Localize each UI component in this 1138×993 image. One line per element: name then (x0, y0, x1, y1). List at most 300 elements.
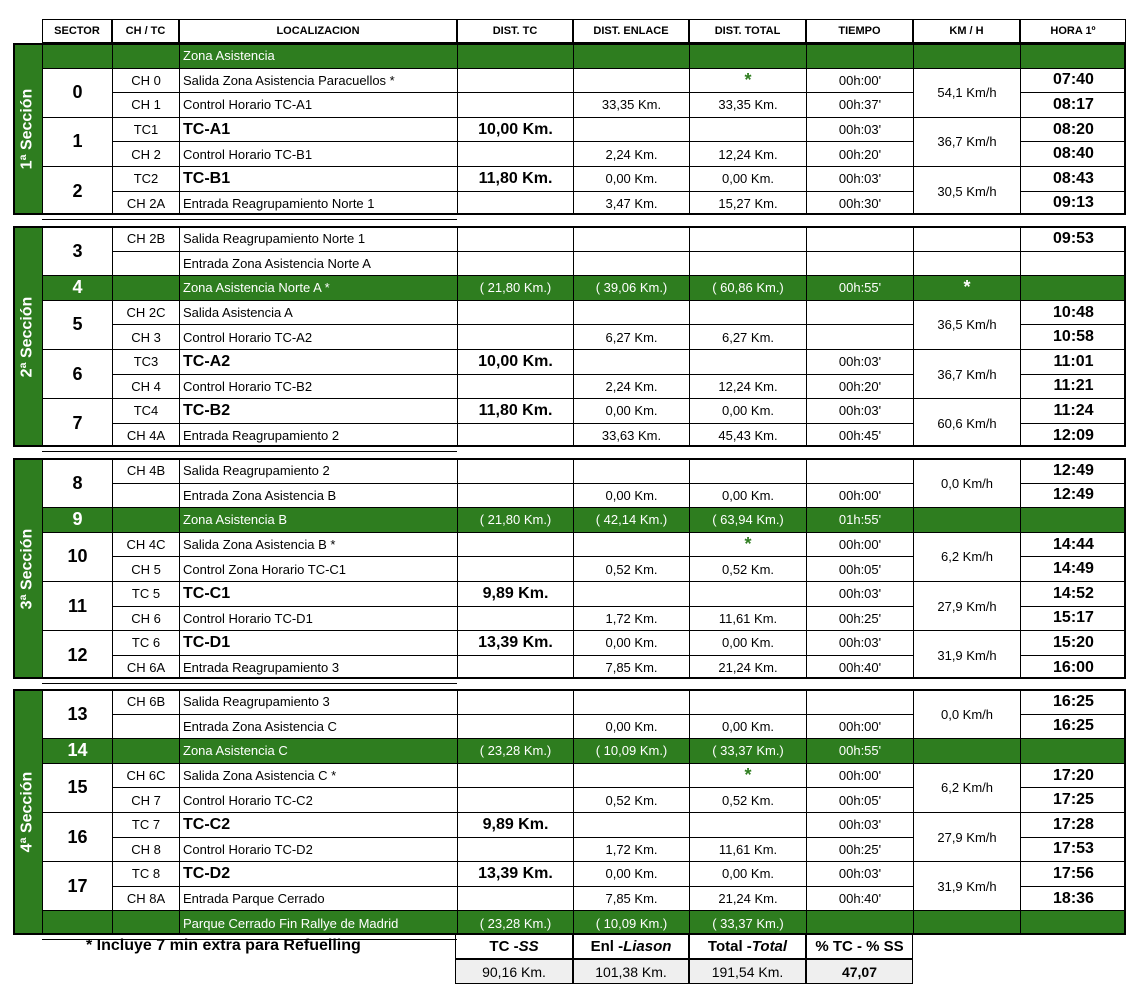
cell-kmh: 54,1 Km/h (913, 68, 1020, 117)
section-label-text: 1ª Sección (18, 88, 36, 170)
sector-number: 13 (42, 689, 112, 738)
cell-dist-tc (457, 483, 573, 508)
footer-pct-value: 47,07 (806, 959, 913, 984)
footer-tc-label-italic: SS (518, 938, 539, 955)
location-name: Control Horario TC-A2 (179, 324, 457, 349)
control-code (112, 483, 179, 508)
cell-tiempo (806, 324, 913, 349)
cell-total: ( 33,37 Km.) (689, 910, 806, 935)
section-label-3 (13, 458, 42, 679)
control-code (112, 43, 179, 68)
cell-dist-tc (457, 458, 573, 483)
location-name: TC-C1 (179, 581, 457, 606)
cell-dist-tc (457, 68, 573, 93)
cell-total: 11,61 Km. (689, 606, 806, 631)
control-code (112, 910, 179, 935)
location-name: Zona Asistencia Norte A * (179, 275, 457, 300)
sector-number: 6 (42, 349, 112, 398)
time-of-day: 09:53 (1020, 226, 1126, 251)
cell-enlace: ( 10,09 Km.) (573, 738, 689, 763)
cell-dist-tc: ( 23,28 Km.) (457, 910, 573, 935)
cell-total: 0,00 Km. (689, 483, 806, 508)
cell-dist-tc: 13,39 Km. (457, 861, 573, 886)
footnote-refuelling: * Incluye 7 min extra para Refuelling (86, 937, 361, 954)
time-of-day: 17:28 (1020, 812, 1126, 837)
cell-tiempo: 00h:45' (806, 423, 913, 448)
cell-tiempo: 00h:40' (806, 886, 913, 911)
control-code: CH 2B (112, 226, 179, 251)
time-of-day (1020, 507, 1126, 532)
footer-total-label-text: Total - (707, 938, 752, 955)
cell-dist-tc (457, 689, 573, 714)
control-code: CH 6B (112, 689, 179, 714)
cell-enlace: 0,00 Km. (573, 166, 689, 191)
cell-enlace (573, 300, 689, 325)
footer-enl-label (573, 934, 689, 959)
cell-total: 12,24 Km. (689, 141, 806, 166)
cell-enlace (573, 581, 689, 606)
cell-dist-tc (457, 300, 573, 325)
cell-kmh (913, 738, 1020, 763)
cell-dist-tc: 13,39 Km. (457, 630, 573, 655)
cell-enlace: 2,24 Km. (573, 374, 689, 399)
section-label-4 (13, 689, 42, 935)
cell-enlace: ( 42,14 Km.) (573, 507, 689, 532)
section-label-text: 3ª Sección (18, 528, 36, 609)
sector-number: 2 (42, 166, 112, 215)
cell-total: 0,00 Km. (689, 861, 806, 886)
cell-kmh: 36,5 Km/h (913, 300, 1020, 349)
asterisk-mark: * (744, 69, 752, 90)
cell-dist-tc: 10,00 Km. (457, 349, 573, 374)
cell-tiempo: 00h:03' (806, 812, 913, 837)
location-name: Control Horario TC-D2 (179, 837, 457, 862)
cell-total (689, 68, 806, 93)
location-name: Salida Reagrupamiento 3 (179, 689, 457, 714)
cell-dist-tc (457, 714, 573, 739)
location-name: Control Horario TC-C2 (179, 787, 457, 812)
cell-enlace (573, 117, 689, 142)
sector-number: 3 (42, 226, 112, 275)
time-of-day: 14:49 (1020, 556, 1126, 581)
cell-kmh: 27,9 Km/h (913, 812, 1020, 861)
control-code: CH 2C (112, 300, 179, 325)
cell-total: 0,00 Km. (689, 714, 806, 739)
control-code: TC2 (112, 166, 179, 191)
cell-dist-tc: ( 23,28 Km.) (457, 738, 573, 763)
cell-kmh: 31,9 Km/h (913, 630, 1020, 679)
control-code (112, 738, 179, 763)
time-of-day: 16:25 (1020, 689, 1126, 714)
footer-enl-label-italic: Liason (623, 938, 672, 955)
time-of-day: 08:20 (1020, 117, 1126, 142)
location-name: Entrada Parque Cerrado (179, 886, 457, 911)
location-name: Entrada Reagrupamiento Norte 1 (179, 191, 457, 216)
cell-tiempo (806, 910, 913, 935)
separator-line (42, 219, 457, 220)
time-of-day: 09:13 (1020, 191, 1126, 216)
header-dist_tc: DIST. TC (457, 19, 573, 43)
location-name: TC-B2 (179, 398, 457, 423)
sector-number: 16 (42, 812, 112, 861)
time-of-day (1020, 43, 1126, 68)
control-code: CH 6 (112, 606, 179, 631)
sector-number: 1 (42, 117, 112, 166)
cell-kmh: 6,2 Km/h (913, 532, 1020, 581)
control-code: CH 5 (112, 556, 179, 581)
control-code: CH 0 (112, 68, 179, 93)
time-of-day: 18:36 (1020, 886, 1126, 911)
time-of-day: 16:00 (1020, 655, 1126, 680)
location-name: Salida Zona Asistencia C * (179, 763, 457, 788)
time-of-day: 10:48 (1020, 300, 1126, 325)
control-code (112, 275, 179, 300)
location-name: Zona Asistencia (179, 43, 457, 68)
cell-total (689, 43, 806, 68)
cell-dist-tc (457, 655, 573, 680)
time-of-day: 17:53 (1020, 837, 1126, 862)
control-code: CH 4B (112, 458, 179, 483)
cell-total: 21,24 Km. (689, 655, 806, 680)
cell-dist-tc: 11,80 Km. (457, 398, 573, 423)
cell-tiempo: 00h:05' (806, 556, 913, 581)
section-label-text: 4ª Sección (18, 771, 36, 853)
cell-tiempo (806, 689, 913, 714)
cell-tiempo: 00h:40' (806, 655, 913, 680)
footer-total-value: 191,54 Km. (689, 959, 806, 984)
sector-number: 7 (42, 398, 112, 447)
cell-kmh: 6,2 Km/h (913, 763, 1020, 812)
header-hora: HORA 1º (1020, 19, 1126, 43)
footer-total-label (689, 934, 806, 959)
separator-line (42, 683, 457, 684)
footer-pct-label: % TC - % SS (806, 934, 913, 959)
cell-total (689, 226, 806, 251)
location-name: Control Horario TC-B1 (179, 141, 457, 166)
cell-tiempo: 00h:03' (806, 117, 913, 142)
location-name: Salida Zona Asistencia Paracuellos * (179, 68, 457, 93)
cell-total: 0,00 Km. (689, 166, 806, 191)
cell-dist-tc (457, 141, 573, 166)
location-name: TC-C2 (179, 812, 457, 837)
cell-enlace: 33,35 Km. (573, 92, 689, 117)
cell-tiempo: 00h:00' (806, 483, 913, 508)
asterisk-mark: * (744, 534, 752, 555)
location-name: Zona Asistencia C (179, 738, 457, 763)
cell-dist-tc (457, 837, 573, 862)
cell-kmh (913, 507, 1020, 532)
cell-enlace: 0,00 Km. (573, 483, 689, 508)
cell-kmh: 30,5 Km/h (913, 166, 1020, 215)
cell-enlace: 1,72 Km. (573, 606, 689, 631)
cell-dist-tc (457, 763, 573, 788)
cell-total (689, 763, 806, 788)
control-code: CH 4A (112, 423, 179, 448)
cell-enlace: 3,47 Km. (573, 191, 689, 216)
header-kmh: KM / H (913, 19, 1020, 43)
cell-kmh (913, 275, 1020, 300)
time-of-day: 11:21 (1020, 374, 1126, 399)
sector-number: 17 (42, 861, 112, 910)
sector-number: 15 (42, 763, 112, 812)
location-name: Control Horario TC-B2 (179, 374, 457, 399)
control-code: CH 6C (112, 763, 179, 788)
time-of-day: 15:17 (1020, 606, 1126, 631)
cell-kmh (913, 226, 1020, 251)
cell-dist-tc (457, 324, 573, 349)
cell-total (689, 117, 806, 142)
cell-kmh (913, 910, 1020, 935)
location-name: Control Horario TC-A1 (179, 92, 457, 117)
time-of-day (1020, 910, 1126, 935)
cell-enlace: 7,85 Km. (573, 655, 689, 680)
time-of-day: 12:49 (1020, 483, 1126, 508)
cell-enlace: 0,00 Km. (573, 714, 689, 739)
cell-tiempo: 00h:55' (806, 738, 913, 763)
location-name: Control Horario TC-D1 (179, 606, 457, 631)
asterisk-mark: * (744, 765, 752, 786)
control-code (112, 251, 179, 276)
cell-kmh: 0,0 Km/h (913, 458, 1020, 507)
cell-enlace: 0,00 Km. (573, 630, 689, 655)
cell-tiempo (806, 458, 913, 483)
time-of-day (1020, 275, 1126, 300)
control-code: CH 1 (112, 92, 179, 117)
cell-dist-tc: 9,89 Km. (457, 812, 573, 837)
cell-dist-tc (457, 251, 573, 276)
cell-tiempo: 00h:20' (806, 141, 913, 166)
cell-enlace: 2,24 Km. (573, 141, 689, 166)
cell-total: 0,00 Km. (689, 398, 806, 423)
cell-kmh: 60,6 Km/h (913, 398, 1020, 447)
header-dist_enlace: DIST. ENLACE (573, 19, 689, 43)
control-code (112, 714, 179, 739)
cell-total: 0,52 Km. (689, 556, 806, 581)
time-of-day: 11:24 (1020, 398, 1126, 423)
sector-number: 11 (42, 581, 112, 630)
time-of-day: 14:52 (1020, 581, 1126, 606)
cell-dist-tc (457, 886, 573, 911)
cell-enlace (573, 43, 689, 68)
footer-tc-label-text: TC - (489, 938, 519, 955)
location-name: Entrada Zona Asistencia B (179, 483, 457, 508)
cell-kmh (913, 251, 1020, 276)
cell-total: 11,61 Km. (689, 837, 806, 862)
control-code: TC 5 (112, 581, 179, 606)
control-code: CH 8A (112, 886, 179, 911)
footer-enl-label-text: Enl - (590, 938, 624, 955)
cell-tiempo: 01h:55' (806, 507, 913, 532)
cell-tiempo: 00h:25' (806, 837, 913, 862)
location-name: Salida Zona Asistencia B * (179, 532, 457, 557)
cell-kmh: 0,0 Km/h (913, 689, 1020, 738)
control-code: TC1 (112, 117, 179, 142)
cell-enlace: 0,00 Km. (573, 861, 689, 886)
time-of-day: 16:25 (1020, 714, 1126, 739)
location-name: TC-B1 (179, 166, 457, 191)
cell-dist-tc (457, 606, 573, 631)
time-of-day: 12:49 (1020, 458, 1126, 483)
cell-total: ( 33,37 Km.) (689, 738, 806, 763)
time-of-day: 08:17 (1020, 92, 1126, 117)
sector-number: 9 (42, 507, 112, 532)
footer-tc-value: 90,16 Km. (455, 959, 573, 984)
cell-dist-tc: ( 21,80 Km.) (457, 507, 573, 532)
cell-dist-tc (457, 226, 573, 251)
separator-line (42, 451, 457, 452)
cell-total (689, 812, 806, 837)
cell-tiempo: 00h:37' (806, 92, 913, 117)
cell-tiempo: 00h:03' (806, 349, 913, 374)
sector-number (42, 910, 112, 935)
section-label-2 (13, 226, 42, 447)
control-code: CH 3 (112, 324, 179, 349)
cell-enlace: 0,00 Km. (573, 398, 689, 423)
asterisk-mark: * (963, 277, 971, 298)
cell-tiempo: 00h:05' (806, 787, 913, 812)
section-label-1 (13, 43, 42, 215)
location-name: TC-A1 (179, 117, 457, 142)
cell-enlace: 6,27 Km. (573, 324, 689, 349)
time-of-day: 11:01 (1020, 349, 1126, 374)
cell-enlace (573, 532, 689, 557)
cell-tiempo: 00h:03' (806, 166, 913, 191)
sector-number: 4 (42, 275, 112, 300)
cell-enlace (573, 226, 689, 251)
cell-enlace: 0,52 Km. (573, 787, 689, 812)
cell-enlace (573, 68, 689, 93)
cell-dist-tc (457, 787, 573, 812)
sector-number: 10 (42, 532, 112, 581)
location-name: Entrada Zona Asistencia Norte A (179, 251, 457, 276)
control-code: CH 4C (112, 532, 179, 557)
location-name: TC-D2 (179, 861, 457, 886)
time-of-day: 14:44 (1020, 532, 1126, 557)
cell-total: 15,27 Km. (689, 191, 806, 216)
location-name: Zona Asistencia B (179, 507, 457, 532)
sector-number (42, 43, 112, 68)
control-code: TC4 (112, 398, 179, 423)
control-code (112, 507, 179, 532)
control-code: TC 8 (112, 861, 179, 886)
section-label-text: 2ª Sección (18, 296, 36, 377)
sector-number: 0 (42, 68, 112, 117)
cell-total: 0,00 Km. (689, 630, 806, 655)
cell-dist-tc (457, 556, 573, 581)
cell-tiempo: 00h:20' (806, 374, 913, 399)
footer-tc-label (455, 934, 573, 959)
cell-total (689, 300, 806, 325)
cell-kmh: 36,7 Km/h (913, 349, 1020, 398)
location-name: Entrada Zona Asistencia C (179, 714, 457, 739)
location-name: TC-D1 (179, 630, 457, 655)
cell-dist-tc (457, 532, 573, 557)
location-name: Salida Asistencia A (179, 300, 457, 325)
cell-tiempo: 00h:00' (806, 714, 913, 739)
cell-tiempo: 00h:03' (806, 581, 913, 606)
time-of-day (1020, 251, 1126, 276)
cell-tiempo (806, 300, 913, 325)
cell-total (689, 532, 806, 557)
header-sector: SECTOR (42, 19, 112, 43)
header-ch_tc: CH / TC (112, 19, 179, 43)
cell-dist-tc (457, 374, 573, 399)
cell-dist-tc (457, 191, 573, 216)
cell-dist-tc: 11,80 Km. (457, 166, 573, 191)
sector-number: 14 (42, 738, 112, 763)
cell-total: ( 60,86 Km.) (689, 275, 806, 300)
control-code: CH 4 (112, 374, 179, 399)
cell-total: 21,24 Km. (689, 886, 806, 911)
cell-enlace: ( 39,06 Km.) (573, 275, 689, 300)
cell-enlace (573, 251, 689, 276)
time-of-day: 17:56 (1020, 861, 1126, 886)
time-of-day: 07:40 (1020, 68, 1126, 93)
cell-dist-tc: 9,89 Km. (457, 581, 573, 606)
cell-total (689, 349, 806, 374)
cell-kmh: 27,9 Km/h (913, 581, 1020, 630)
sector-number: 12 (42, 630, 112, 679)
location-name: Parque Cerrado Fin Rallye de Madrid (179, 910, 457, 935)
cell-kmh: 31,9 Km/h (913, 861, 1020, 910)
cell-total (689, 458, 806, 483)
cell-enlace: 33,63 Km. (573, 423, 689, 448)
cell-dist-tc (457, 423, 573, 448)
time-of-day: 17:20 (1020, 763, 1126, 788)
cell-enlace (573, 763, 689, 788)
cell-total (689, 581, 806, 606)
control-code: TC3 (112, 349, 179, 374)
cell-tiempo (806, 43, 913, 68)
footer-total-label-italic: Total (751, 938, 788, 955)
control-code: CH 2A (112, 191, 179, 216)
cell-enlace: 0,52 Km. (573, 556, 689, 581)
cell-enlace: ( 10,09 Km.) (573, 910, 689, 935)
sector-number: 5 (42, 300, 112, 349)
location-name: Entrada Reagrupamiento 2 (179, 423, 457, 448)
cell-tiempo (806, 251, 913, 276)
cell-tiempo: 00h:00' (806, 68, 913, 93)
control-code: CH 7 (112, 787, 179, 812)
time-of-day (1020, 738, 1126, 763)
control-code: TC 6 (112, 630, 179, 655)
cell-total (689, 251, 806, 276)
cell-tiempo: 00h:55' (806, 275, 913, 300)
location-name: TC-A2 (179, 349, 457, 374)
time-of-day: 08:40 (1020, 141, 1126, 166)
cell-dist-tc: ( 21,80 Km.) (457, 275, 573, 300)
cell-tiempo: 00h:30' (806, 191, 913, 216)
time-of-day: 15:20 (1020, 630, 1126, 655)
cell-dist-tc (457, 92, 573, 117)
location-name: Salida Reagrupamiento 2 (179, 458, 457, 483)
cell-total: 6,27 Km. (689, 324, 806, 349)
cell-kmh: 36,7 Km/h (913, 117, 1020, 166)
control-code: CH 6A (112, 655, 179, 680)
cell-total (689, 689, 806, 714)
cell-tiempo: 00h:03' (806, 398, 913, 423)
time-of-day: 17:25 (1020, 787, 1126, 812)
control-code: CH 8 (112, 837, 179, 862)
location-name: Salida Reagrupamiento Norte 1 (179, 226, 457, 251)
time-of-day: 12:09 (1020, 423, 1126, 448)
sector-number: 8 (42, 458, 112, 507)
cell-total: 12,24 Km. (689, 374, 806, 399)
cell-enlace (573, 458, 689, 483)
location-name: Entrada Reagrupamiento 3 (179, 655, 457, 680)
control-code: CH 2 (112, 141, 179, 166)
location-name: Control Zona Horario TC-C1 (179, 556, 457, 581)
